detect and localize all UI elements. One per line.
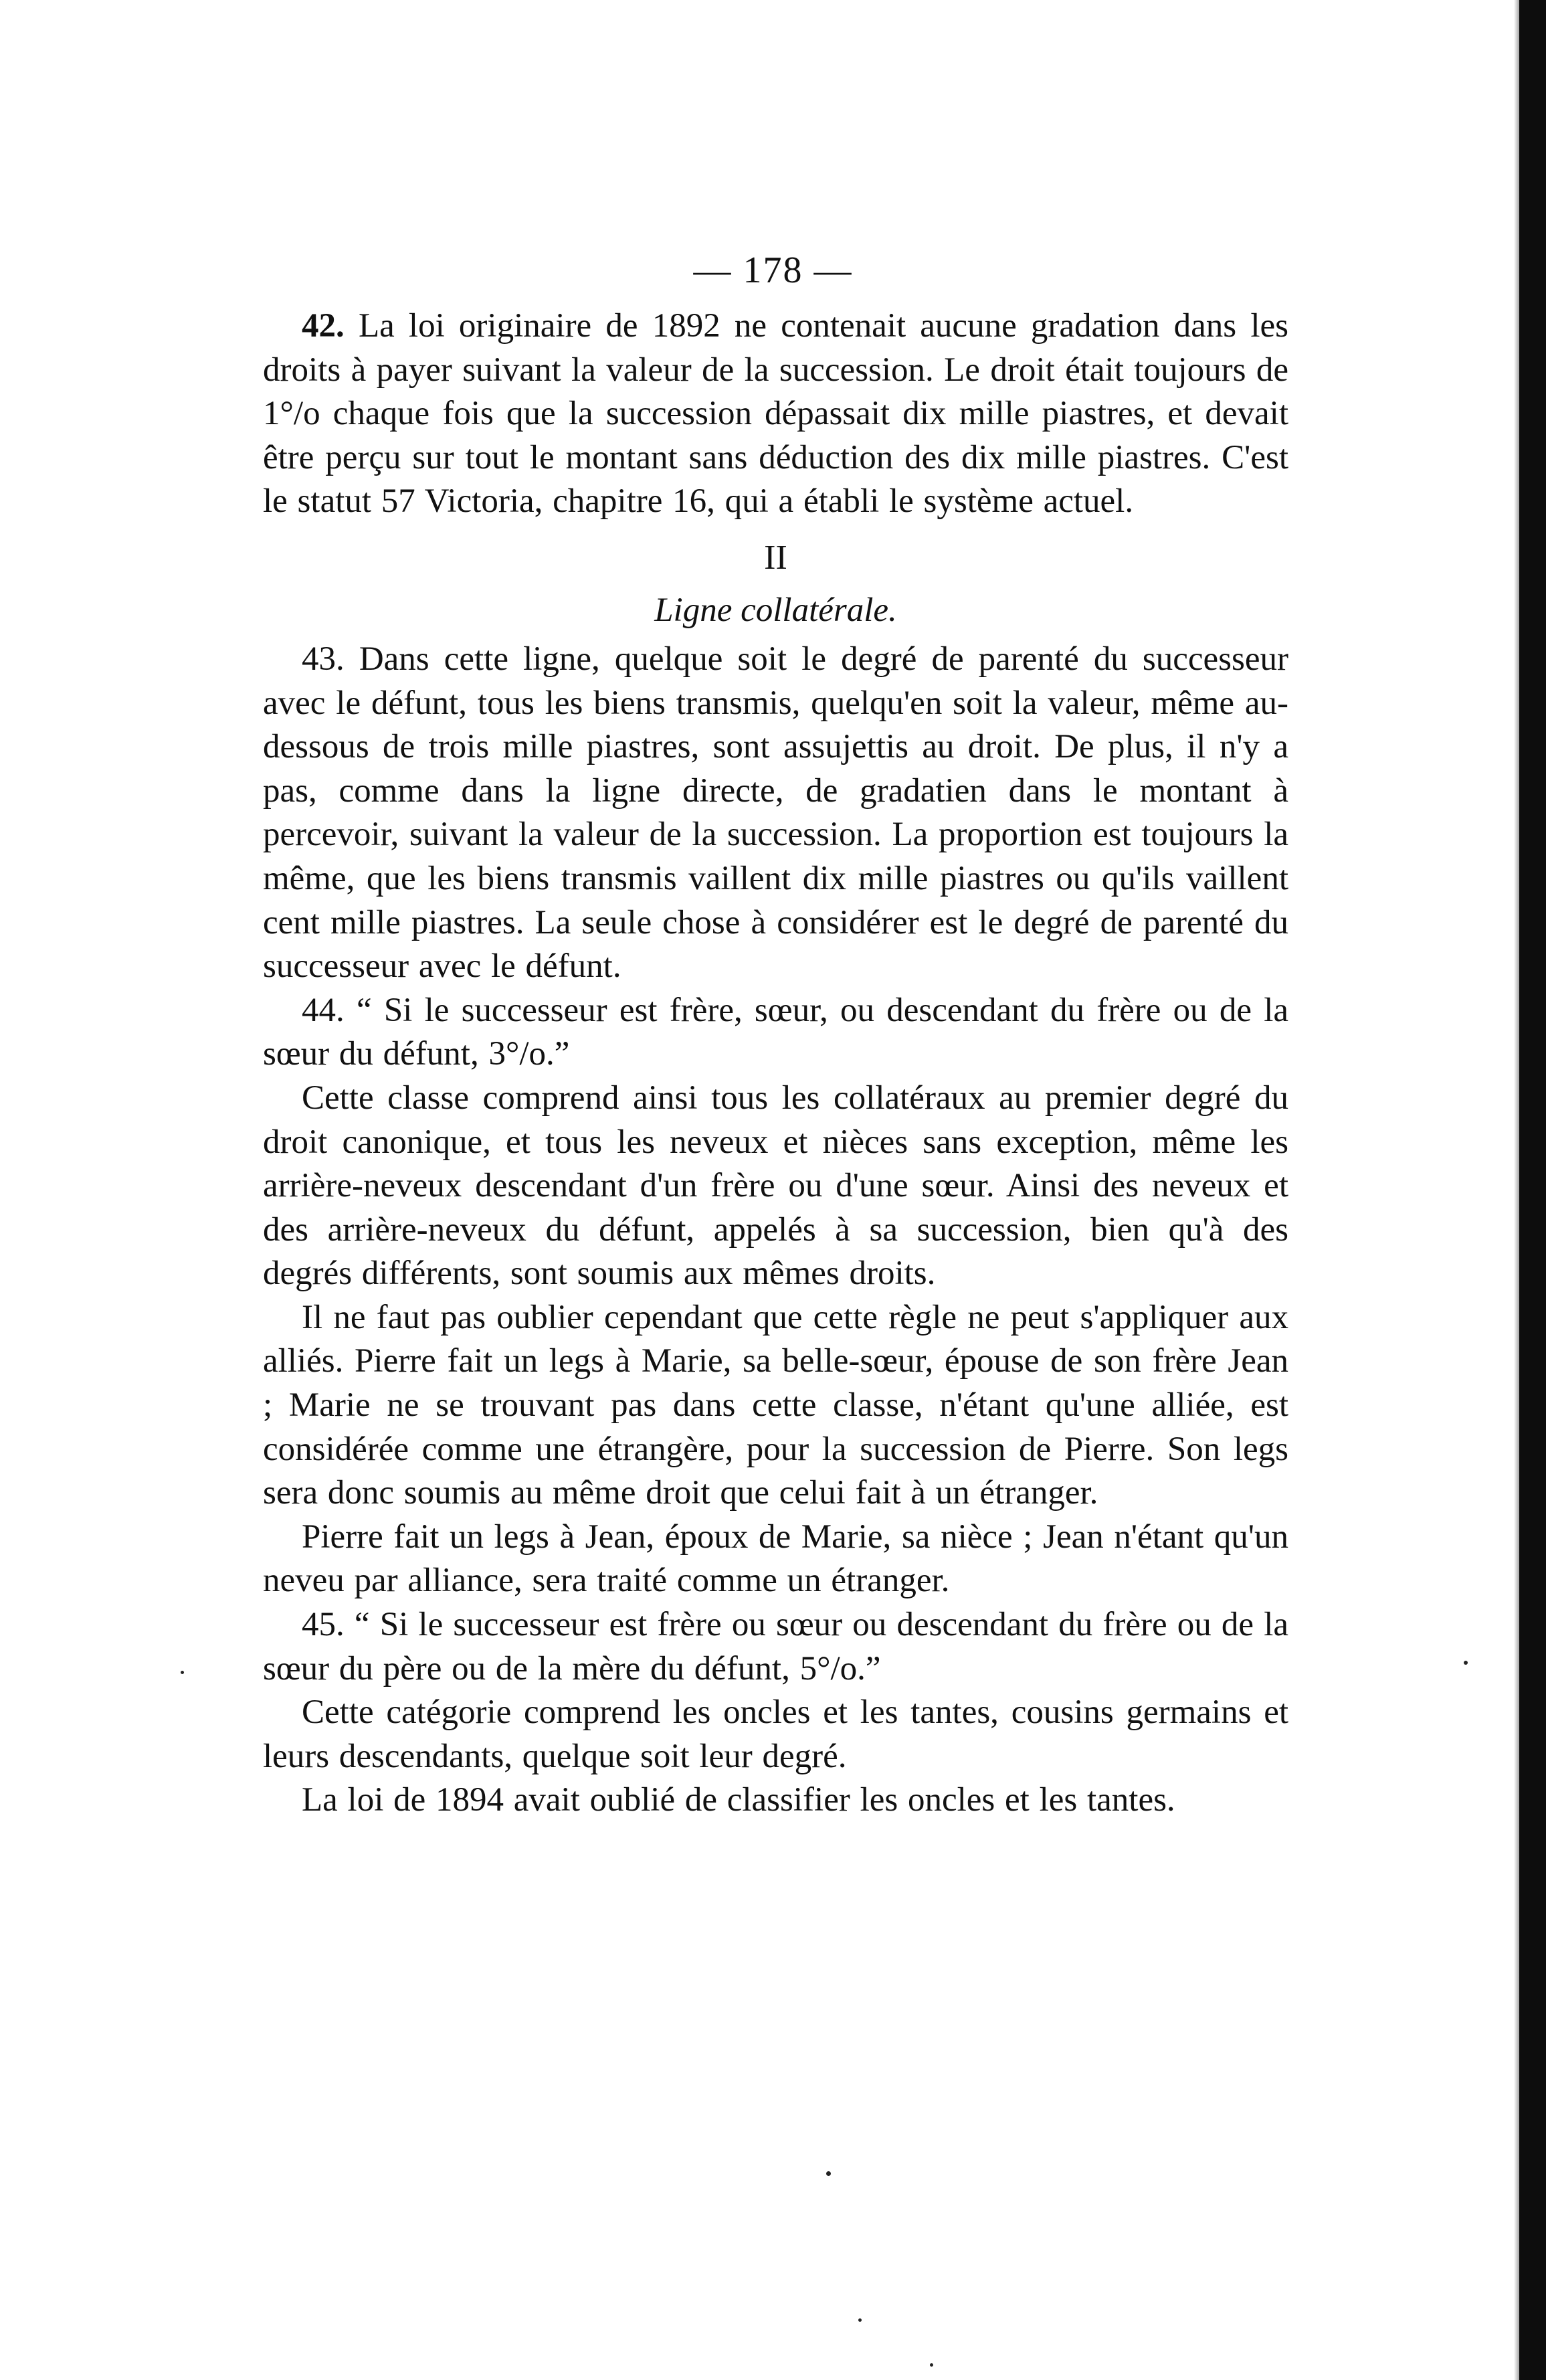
scan-speck [826, 2171, 831, 2176]
scan-speck [930, 2363, 933, 2367]
paragraph-number: 43. [302, 640, 345, 678]
paragraph-44-allies: Il ne faut pas oublier cependant que cette règle ne peut s'appliquer aux alliés. Pierre fait un legs à Marie, sa belle-sœur, épouse de son frère Jean ; Marie ne se trouvant pas dans cette classe, n'étant qu'une alliée, est considérée comme une étrangère, pour la succession de Pierre. Son legs sera donc soumis au même droit que celui fait à un étranger. [263, 1298, 1288, 1512]
binding-edge [1519, 0, 1546, 2380]
paragraph-text: “ Si le successeur est frère ou sœur ou descendant du frère ou de la sœur du père ou de la mère du défunt, 5°/o.” [263, 1606, 1289, 1687]
section-number: II [764, 538, 787, 577]
paragraph-text: La loi originaire de 1892 ne contenait aucune gradation dans les droits à payer suivant la valeur de la succession. Le droit était toujours de 1°/o chaque fois que la succession dépassait dix mille piastres, et devait être perçu sur tout le montant sans déduction des dix mille piastres. C'est le statut 57 Victoria, chapitre 16, qui a établi le système actuel. [263, 307, 1288, 521]
scan-speck [858, 2318, 862, 2322]
page-number: — 178 — [693, 250, 853, 291]
paragraph-45-note: La loi de 1894 avait oublié de classifier les oncles et les tantes. [302, 1781, 1175, 1819]
binding-shadow [1514, 0, 1519, 2380]
paragraph-number: 45. [302, 1606, 345, 1644]
paragraph-45 [263, 1603, 1288, 1691]
paragraph-45-commentary: Cette catégorie comprend les oncles et les tantes, cousins germains et leurs descendants, quelque soit leur degré. [263, 1694, 1288, 1775]
scan-speck [1464, 1661, 1468, 1665]
paragraph-text: Dans cette ligne, quelque soit le degré de parenté du successeur avec le défunt, tous les biens transmis, quelqu'en soit la valeur, même au-dessous de trois mille piastres, sont assujettis au droit. De plus, il n'y a pas, comme dans la ligne directe, de gradatien dans le montant à percevoir, suivant la valeur de la succession. La proportion est toujours la même, que les biens transmis vaillent dix mille piastres ou qu'ils vaillent cent mille piastres. La seule chose à considérer est le degré de parenté du successeur avec le défunt. [263, 640, 1288, 986]
paragraph-44-example: Pierre fait un legs à Jean, époux de Marie, sa nièce ; Jean n'étant qu'un neveu par alliance, sera traité comme un étranger. [263, 1518, 1288, 1600]
paragraph-number: 44. [302, 991, 345, 1029]
paragraph-43 [263, 638, 1288, 989]
paragraph-44-commentary: Cette classe comprend ainsi tous les collatéraux au premier degré du droit canonique, et tous les neveux et nièces sans exception, même les arrière-neveux descendant d'un frère ou d'une sœur. Ainsi des neveux et des arrière-neveux du défunt, appelés à sa succession, bien qu'à des degrés différents, sont soumis aux mêmes droits. [263, 1079, 1288, 1293]
paragraph-number: 42. [302, 307, 345, 345]
paragraph-text: “ Si le successeur est frère, sœur, ou descendant du frère ou de la sœur du défunt, 3°/o.” [263, 991, 1289, 1073]
scan-speck [181, 1671, 184, 1674]
page-body [263, 304, 1288, 1823]
paragraph-44 [263, 989, 1288, 1077]
paragraph-42 [263, 304, 1288, 524]
section-title: Ligne collatérale. [654, 591, 897, 629]
